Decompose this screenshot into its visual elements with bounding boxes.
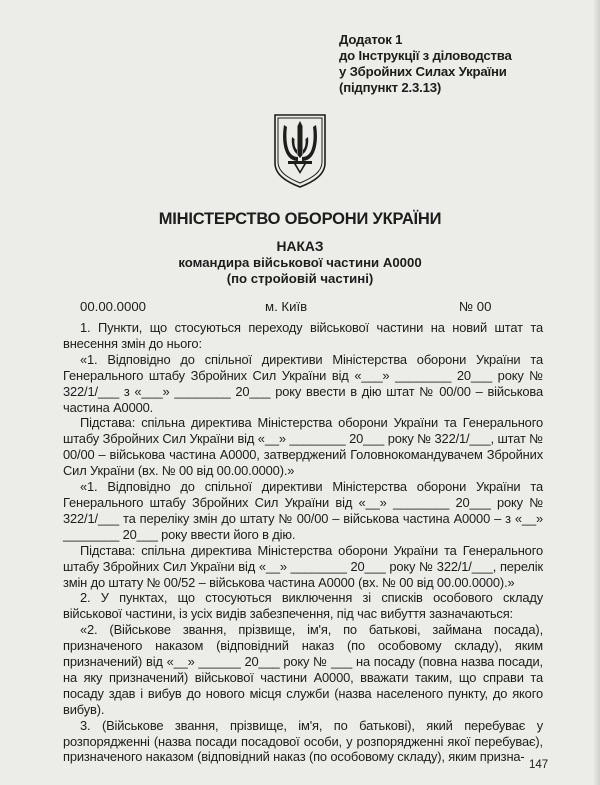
page-number: 147 xyxy=(529,759,549,771)
paragraph-4: «1. Відповідно до спільної директиви Міністерства оборони України та Генерального штабу Збройних Сил України від «__» ________ 20___ року № 322/1/___ та переліку змін до штату № 00/00 – військова частина А0000 – з «__» ________ 20___ року ввести його в дію. xyxy=(63,479,543,542)
paragraph-1: 1. Пункти, що стосуються переходу військової частини на новий штат та внесення змін до нього: xyxy=(63,320,543,351)
order-number: № 00 xyxy=(459,299,492,314)
paragraph-3: Підстава: спільна директива Міністерства оборони України та Генерального штабу Збройних Сил України від «__» ________ 20___ року № 322/1/___, штат № 00/00 – військова частина А0000, затверджений Головнокомандувачем Збройних Сил України (вх. № 00 від 00.00.0000).» xyxy=(63,415,543,479)
page-edge-shadow xyxy=(593,0,600,785)
trident-coat-of-arms-icon xyxy=(271,111,329,189)
order-note: (по стройовій частині) xyxy=(226,271,374,286)
annex-line-4: (підпункт 2.3.13) xyxy=(339,80,442,95)
annex-line-2: до Інструкції з діловодства xyxy=(339,48,512,63)
document-body xyxy=(63,320,543,765)
annex-line-1: Додаток 1 xyxy=(339,32,403,47)
order-title: НАКАЗ xyxy=(276,239,324,254)
order-date: 00.00.0000 xyxy=(80,299,147,314)
order-city: м. Київ xyxy=(265,299,308,314)
paragraph-7: «2. (Військове звання, прізвище, ім'я, по батькові, займана посада), призначеного наказом (відповідний наказ (по особовому складу), яким призначений) від «__» ______ 20___ року № ___ на посаду (повна назва посади, на яку призначений) військової частини А0000, вважати таким, що справи та посаду здав і вибув до нового місця служби (назва населеного пункту, до якого вибув). xyxy=(63,622,543,717)
paragraph-6: 2. У пунктах, що стосуються виключення зі списків особового складу військової частини, із усіх видів забезпечення, під час вибуття зазначаються: xyxy=(63,590,543,622)
paragraph-8: 3. (Військове звання, прізвище, ім'я, по батькові), який перебуває у розпорядженні (назва посади посадової особи, у розпорядженні якої перебуває), призначеного наказом (відповідний наказ (по особовому складу), яким призна- xyxy=(63,717,543,765)
annex-reference xyxy=(339,32,579,96)
order-subtitle: командира військової частини А0000 xyxy=(178,255,422,270)
ministry-title: МІНІСТЕРСТВО ОБОРОНИ УКРАЇНИ xyxy=(158,210,442,228)
annex-line-3: у Збройних Силах України xyxy=(339,64,507,79)
paragraph-2: «1. Відповідно до спільної директиви Міністерства оборони України та Генерального штабу Збройних Сил України від «___» ________ 20___ року № 322/1/___ з «___» ________ 20___ року ввести в дію штат № 00/00 – військова частина А0000. xyxy=(63,351,543,415)
order-heading xyxy=(0,239,600,287)
paragraph-5: Підстава: спільна директива Міністерства оборони України та Генерального штабу Збройних Сил України від «__» ________ 20___ року № 322/1/___, перелік змін до штату № 00/52 – військова частина А0000 (вх. № 00 від 00.00.0000).» xyxy=(63,542,543,590)
